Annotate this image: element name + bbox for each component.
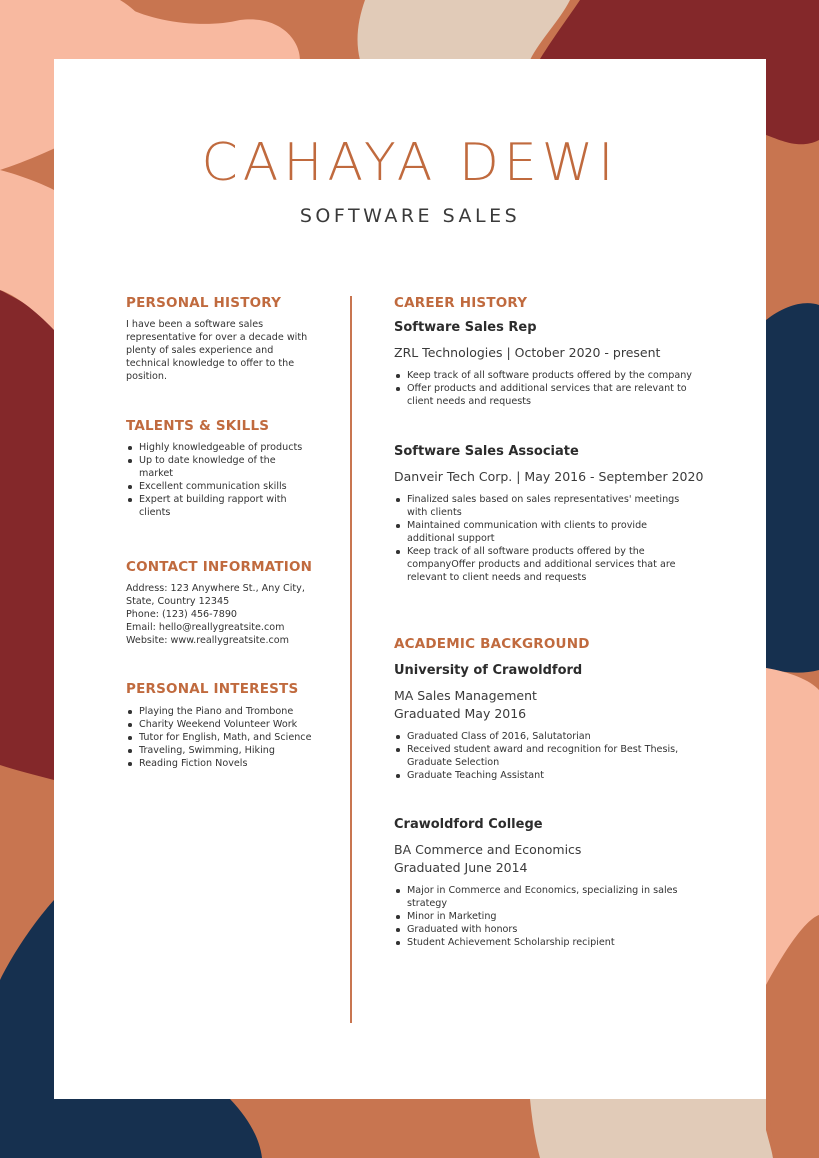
list-item: Major in Commerce and Economics, specializing in sales strategy	[394, 884, 704, 910]
list-item: Expert at building rapport with clients	[126, 493, 316, 519]
list-item: Graduated with honors	[394, 923, 704, 936]
school-name: Crawoldford College	[394, 817, 543, 832]
job-title: Software Sales Associate	[394, 444, 579, 459]
list-item: Keep track of all software products offered by the company	[394, 369, 704, 382]
section-heading: PERSONAL INTERESTS	[126, 681, 299, 697]
list-item: Keep track of all software products offered by the companyOffer products and additional services that are relevant to client needs and requests	[394, 545, 704, 584]
school-entry	[394, 817, 704, 949]
list-item: Graduated Class of 2016, Salutatorian	[394, 730, 704, 743]
list-item: Student Achievement Scholarship recipient	[394, 936, 704, 949]
academic-section	[394, 636, 590, 652]
degree: MA Sales Management	[394, 688, 537, 703]
list-item: Offer products and additional services that are relevant to client needs and requests	[394, 382, 704, 408]
list-item: Received student award and recognition for Best Thesis, Graduate Selection	[394, 743, 704, 769]
list-item: Up to date knowledge of the market	[126, 454, 316, 480]
email-line: Email: hello@reallygreatsite.com	[126, 622, 285, 633]
job-company: ZRL Technologies | October 2020 - present	[394, 345, 661, 360]
resume-sheet	[54, 59, 766, 1099]
section-heading: PERSONAL HISTORY	[126, 295, 282, 311]
bg-shape-beige-bottom	[530, 1099, 773, 1158]
history-line: I have been a software sales	[126, 319, 264, 330]
column-divider	[350, 296, 352, 1023]
bg-shape-navy-right	[766, 303, 819, 672]
history-line: technical knowledge to offer to the	[126, 358, 295, 369]
website-line: Website: www.reallygreatsite.com	[126, 635, 289, 646]
job-entry	[394, 444, 704, 584]
person-name: CAHAYA DEWI	[201, 133, 619, 193]
history-line: representative for over a decade with	[126, 332, 308, 343]
list-item: Highly knowledgeable of products	[126, 441, 316, 454]
section-heading: ACADEMIC BACKGROUND	[394, 636, 590, 652]
job-title: Software Sales Rep	[394, 320, 537, 335]
interests-section	[126, 681, 326, 770]
section-heading: TALENTS & SKILLS	[126, 418, 270, 434]
list-item: Finalized sales based on sales representatives' meetings with clients	[394, 493, 704, 519]
graduation-date: Graduated May 2016	[394, 706, 527, 721]
list-item: Minor in Marketing	[394, 910, 704, 923]
address-line: Address: 123 Anywhere St., Any City,	[126, 583, 305, 594]
bg-shape-maroon-left	[0, 290, 54, 780]
list-item: Tutor for English, Math, and Science	[126, 731, 326, 744]
job-title: SOFTWARE SALES	[299, 205, 521, 227]
talents-section	[126, 418, 316, 519]
list-item: Traveling, Swimming, Hiking	[126, 744, 326, 757]
graduation-date: Graduated June 2014	[394, 860, 528, 875]
contact-section	[126, 559, 312, 647]
personal-history-section	[126, 295, 307, 383]
job-entry	[394, 320, 704, 408]
job-company: Danveir Tech Corp. | May 2016 - September 2020	[394, 469, 704, 484]
address-line: State, Country 12345	[126, 596, 230, 607]
list-item: Excellent communication skills	[126, 480, 316, 493]
career-section	[394, 295, 527, 311]
section-heading: CAREER HISTORY	[394, 295, 528, 311]
list-item: Reading Fiction Novels	[126, 757, 326, 770]
phone-line: Phone: (123) 456-7890	[126, 609, 238, 620]
school-entry	[394, 663, 704, 782]
section-heading: CONTACT INFORMATION	[126, 559, 313, 575]
history-line: position.	[126, 371, 168, 382]
degree: BA Commerce and Economics	[394, 842, 582, 857]
history-line: plenty of sales experience and	[126, 345, 274, 356]
list-item: Charity Weekend Volunteer Work	[126, 718, 326, 731]
school-name: University of Crawoldford	[394, 663, 583, 678]
list-item: Graduate Teaching Assistant	[394, 769, 704, 782]
list-item: Playing the Piano and Trombone	[126, 705, 326, 718]
list-item: Maintained communication with clients to provide additional support	[394, 519, 704, 545]
